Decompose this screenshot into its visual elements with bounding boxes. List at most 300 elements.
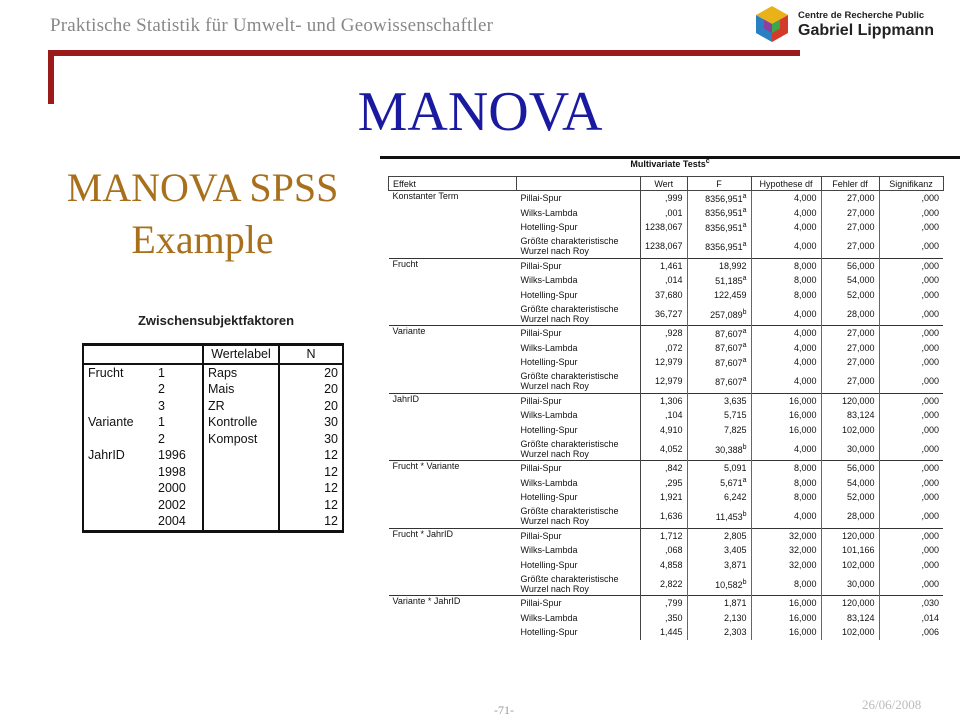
hypothese-df-cell: 32,000 bbox=[751, 543, 821, 558]
wert-cell: 1,921 bbox=[641, 490, 688, 505]
table-row bbox=[389, 596, 944, 611]
signifikanz-cell: ,000 bbox=[879, 370, 943, 394]
f-value: 2,805 bbox=[724, 530, 747, 541]
hypothese-df-cell: 8,000 bbox=[751, 476, 821, 491]
wert-cell: ,068 bbox=[641, 543, 688, 558]
column-header-wert: Wert bbox=[641, 177, 688, 191]
level-cell: 1 bbox=[158, 365, 165, 380]
table-row bbox=[83, 364, 343, 382]
test-statistic-cell bbox=[517, 355, 641, 370]
fehler-df-cell: 52,000 bbox=[821, 288, 879, 303]
column-header-f: F bbox=[687, 177, 751, 191]
label-cell bbox=[203, 513, 279, 531]
test-statistic-cell bbox=[517, 235, 641, 259]
footnote-mark: a bbox=[742, 356, 747, 364]
test-name-line2: Wurzel nach Roy bbox=[520, 246, 589, 256]
f-cell bbox=[687, 596, 751, 611]
table-header-empty bbox=[154, 345, 203, 364]
f-value: 5,091 bbox=[724, 463, 747, 474]
n-cell: 12 bbox=[279, 513, 343, 531]
factor-cell bbox=[83, 513, 154, 531]
fehler-df-cell: 27,000 bbox=[821, 220, 879, 235]
signifikanz-cell: ,000 bbox=[879, 572, 943, 596]
fehler-df-cell: 54,000 bbox=[821, 273, 879, 288]
wert-cell: ,928 bbox=[641, 326, 688, 341]
fehler-df-cell: 52,000 bbox=[821, 490, 879, 505]
table-row bbox=[83, 480, 343, 497]
wert-cell: ,104 bbox=[641, 408, 688, 423]
column-header-signifikanz: Signifikanz bbox=[879, 177, 943, 191]
wert-cell: 1238,067 bbox=[641, 220, 688, 235]
test-statistic-cell bbox=[517, 490, 641, 505]
label-cell: Raps bbox=[203, 364, 279, 382]
n-cell: 12 bbox=[279, 497, 343, 514]
signifikanz-cell: ,000 bbox=[879, 408, 943, 423]
wert-cell: ,842 bbox=[641, 461, 688, 476]
test-statistic-cell bbox=[517, 341, 641, 356]
test-name: Hotelling-Spur bbox=[520, 627, 578, 638]
signifikanz-cell: ,000 bbox=[879, 437, 943, 461]
hypothese-df-cell: 32,000 bbox=[751, 528, 821, 543]
title-text: Multivariate Tests bbox=[630, 159, 706, 169]
f-value: 8356,951 bbox=[705, 242, 743, 252]
test-name: Größte charakteristische bbox=[520, 506, 619, 516]
f-value: 3,405 bbox=[724, 545, 747, 556]
f-value: 51,185 bbox=[715, 275, 743, 286]
wert-cell: 2,822 bbox=[641, 572, 688, 596]
wert-cell: 12,979 bbox=[641, 355, 688, 370]
f-value: 122,459 bbox=[714, 289, 747, 300]
factor-cell: Variante bbox=[83, 414, 154, 431]
f-cell bbox=[687, 206, 751, 221]
factor-cell bbox=[83, 431, 154, 448]
fehler-df-cell: 27,000 bbox=[821, 355, 879, 370]
footer-page-number: -71- bbox=[494, 703, 514, 717]
signifikanz-cell: ,000 bbox=[879, 543, 943, 558]
wert-cell: 1238,067 bbox=[641, 235, 688, 259]
test-name: Pillai-Spur bbox=[520, 598, 562, 609]
signifikanz-cell: ,000 bbox=[879, 558, 943, 573]
signifikanz-cell: ,000 bbox=[879, 341, 943, 356]
wert-cell: 4,910 bbox=[641, 423, 688, 438]
test-name: Wilks-Lambda bbox=[520, 275, 578, 286]
factor-cell bbox=[83, 497, 154, 514]
n-cell: 12 bbox=[279, 480, 343, 497]
level-cell: 2 bbox=[158, 431, 165, 446]
f-cell bbox=[687, 393, 751, 408]
test-name-line2: Wurzel nach Roy bbox=[520, 516, 589, 526]
test-statistic-cell bbox=[517, 572, 641, 596]
fehler-df-cell: 120,000 bbox=[821, 596, 879, 611]
f-cell bbox=[687, 288, 751, 303]
f-cell bbox=[687, 326, 751, 341]
fehler-df-cell: 27,000 bbox=[821, 235, 879, 259]
test-name: Wilks-Lambda bbox=[520, 612, 578, 623]
hypothese-df-cell: 8,000 bbox=[751, 461, 821, 476]
footnote-mark: a bbox=[742, 241, 747, 248]
multivariate-tests-panel bbox=[380, 152, 960, 672]
n-cell: 12 bbox=[279, 464, 343, 481]
signifikanz-cell: ,000 bbox=[879, 220, 943, 235]
signifikanz-cell: ,000 bbox=[879, 273, 943, 288]
cube-logo-icon bbox=[752, 4, 792, 44]
label-cell bbox=[203, 464, 279, 481]
f-cell bbox=[687, 408, 751, 423]
hypothese-df-cell: 8,000 bbox=[751, 572, 821, 596]
hypothese-df-cell: 16,000 bbox=[751, 596, 821, 611]
wert-cell: ,001 bbox=[641, 206, 688, 221]
footer-date: 26/06/2008 bbox=[862, 697, 922, 712]
fehler-df-cell: 120,000 bbox=[821, 528, 879, 543]
test-name: Hotelling-Spur bbox=[520, 289, 578, 300]
hypothese-df-cell: 4,000 bbox=[751, 437, 821, 461]
table-row bbox=[389, 393, 944, 408]
column-header-test bbox=[517, 177, 641, 191]
test-name: Pillai-Spur bbox=[520, 328, 562, 339]
label-cell: Kontrolle bbox=[203, 414, 279, 431]
table-row bbox=[83, 464, 343, 481]
f-cell bbox=[687, 341, 751, 356]
wert-cell: ,350 bbox=[641, 611, 688, 626]
hypothese-df-cell: 4,000 bbox=[751, 370, 821, 394]
table-row bbox=[83, 381, 343, 398]
hypothese-df-cell: 16,000 bbox=[751, 625, 821, 640]
test-statistic-cell bbox=[517, 558, 641, 573]
f-value: 2,130 bbox=[724, 612, 747, 623]
f-cell bbox=[687, 625, 751, 640]
f-value: 87,607 bbox=[715, 357, 743, 368]
f-cell bbox=[687, 611, 751, 626]
column-header-effekt: Effekt bbox=[389, 177, 517, 191]
wert-cell: ,295 bbox=[641, 476, 688, 491]
signifikanz-cell: ,000 bbox=[879, 326, 943, 341]
fehler-df-cell: 83,124 bbox=[821, 611, 879, 626]
footnote-mark: a bbox=[742, 477, 747, 485]
test-statistic-cell bbox=[517, 596, 641, 611]
hypothese-df-cell: 8,000 bbox=[751, 288, 821, 303]
column-header-hypothese-df: Hypothese df bbox=[751, 177, 821, 191]
f-cell bbox=[687, 191, 751, 206]
institution-logo bbox=[752, 4, 952, 44]
test-name: Größte charakteristische bbox=[520, 371, 619, 381]
factor-cell bbox=[83, 381, 154, 398]
signifikanz-cell: ,000 bbox=[879, 505, 943, 529]
fehler-df-cell: 27,000 bbox=[821, 206, 879, 221]
wert-cell: 37,680 bbox=[641, 288, 688, 303]
f-value: 18,992 bbox=[719, 260, 747, 271]
test-statistic-cell bbox=[517, 258, 641, 273]
factor-cell bbox=[83, 398, 154, 415]
signifikanz-cell: ,000 bbox=[879, 235, 943, 259]
wert-cell: 1,306 bbox=[641, 393, 688, 408]
factor-cell: JahrID bbox=[83, 447, 154, 464]
n-cell: 20 bbox=[279, 381, 343, 398]
test-statistic-cell bbox=[517, 408, 641, 423]
footnote-mark: b bbox=[742, 511, 747, 518]
test-name-line2: Wurzel nach Roy bbox=[520, 313, 589, 324]
label-cell bbox=[203, 497, 279, 514]
slide-title: MANOVA bbox=[357, 81, 603, 143]
wert-cell: 4,052 bbox=[641, 437, 688, 461]
f-value: 87,607 bbox=[715, 328, 743, 339]
test-statistic-cell bbox=[517, 611, 641, 626]
fehler-df-cell: 102,000 bbox=[821, 423, 879, 438]
f-value: 1,871 bbox=[724, 598, 747, 609]
footnote-mark: a bbox=[742, 192, 747, 200]
test-name: Wilks-Lambda bbox=[520, 342, 578, 353]
f-cell bbox=[687, 423, 751, 438]
footnote-mark: a bbox=[742, 376, 747, 383]
signifikanz-cell: ,000 bbox=[879, 476, 943, 491]
f-cell bbox=[687, 572, 751, 596]
f-value: 8356,951 bbox=[705, 193, 743, 204]
hypothese-df-cell: 8,000 bbox=[751, 258, 821, 273]
fehler-df-cell: 30,000 bbox=[821, 572, 879, 596]
test-statistic-cell bbox=[517, 476, 641, 491]
table-row bbox=[83, 414, 343, 431]
wert-cell: ,999 bbox=[641, 191, 688, 206]
hypothese-df-cell: 16,000 bbox=[751, 393, 821, 408]
f-value: 257,089 bbox=[710, 309, 743, 320]
wert-cell: 36,727 bbox=[641, 302, 688, 326]
table-row bbox=[83, 431, 343, 448]
table-row bbox=[389, 326, 944, 341]
fehler-df-cell: 27,000 bbox=[821, 370, 879, 394]
hypothese-df-cell: 16,000 bbox=[751, 611, 821, 626]
fehler-df-cell: 28,000 bbox=[821, 505, 879, 529]
level-cell: 2 bbox=[158, 382, 165, 396]
test-statistic-cell bbox=[517, 206, 641, 221]
test-statistic-cell bbox=[517, 505, 641, 529]
table-row bbox=[389, 461, 944, 476]
fehler-df-cell: 30,000 bbox=[821, 437, 879, 461]
signifikanz-cell: ,000 bbox=[879, 423, 943, 438]
test-name: Hotelling-Spur bbox=[520, 357, 578, 368]
f-value: 6,242 bbox=[724, 492, 747, 503]
signifikanz-cell: ,000 bbox=[879, 461, 943, 476]
column-header-fehler-df: Fehler df bbox=[821, 177, 879, 191]
f-value: 2,303 bbox=[724, 627, 747, 638]
test-name: Pillai-Spur bbox=[520, 260, 562, 271]
f-value: 3,871 bbox=[724, 559, 747, 570]
effect-cell: Konstanter Term bbox=[389, 191, 517, 259]
level-cell: 2004 bbox=[154, 513, 203, 531]
fehler-df-cell: 83,124 bbox=[821, 408, 879, 423]
logo-text-line1: Centre de Recherche Public bbox=[798, 10, 925, 21]
f-value: 11,453 bbox=[715, 512, 743, 522]
n-cell: 30 bbox=[279, 414, 343, 431]
fehler-df-cell: 120,000 bbox=[821, 393, 879, 408]
f-cell bbox=[687, 258, 751, 273]
wert-cell: 12,979 bbox=[641, 370, 688, 394]
fehler-df-cell: 56,000 bbox=[821, 461, 879, 476]
level-cell: 2002 bbox=[158, 497, 186, 512]
footnote-mark: a bbox=[742, 274, 747, 282]
effect-cell: Frucht bbox=[389, 258, 517, 326]
test-name: Größte charakteristische bbox=[520, 573, 619, 584]
wert-cell: 1,445 bbox=[641, 625, 688, 640]
n-cell: 12 bbox=[279, 447, 343, 464]
fehler-df-cell: 28,000 bbox=[821, 302, 879, 326]
signifikanz-cell: ,000 bbox=[879, 393, 943, 408]
hypothese-df-cell: 4,000 bbox=[751, 191, 821, 206]
test-statistic-cell bbox=[517, 288, 641, 303]
wert-cell: 1,712 bbox=[641, 528, 688, 543]
table-row bbox=[389, 191, 944, 206]
test-name: Pillai-Spur bbox=[520, 530, 562, 541]
test-name: Pillai-Spur bbox=[520, 193, 562, 204]
test-statistic-cell bbox=[517, 393, 641, 408]
n-cell: 20 bbox=[279, 364, 343, 382]
f-cell bbox=[687, 476, 751, 491]
label-cell bbox=[203, 447, 279, 464]
table-header-wertelabel: Wertelabel bbox=[203, 345, 279, 364]
hypothese-df-cell: 4,000 bbox=[751, 235, 821, 259]
fehler-df-cell: 27,000 bbox=[821, 341, 879, 356]
effect-cell: JahrID bbox=[389, 393, 517, 461]
f-cell bbox=[687, 235, 751, 259]
hypothese-df-cell: 16,000 bbox=[751, 423, 821, 438]
n-cell: 20 bbox=[279, 398, 343, 415]
test-name: Wilks-Lambda bbox=[520, 410, 578, 421]
wert-cell: 1,461 bbox=[641, 258, 688, 273]
f-value: 8356,951 bbox=[705, 222, 743, 233]
footnote-mark: b bbox=[742, 308, 747, 316]
test-name-line2: Wurzel nach Roy bbox=[520, 381, 589, 391]
factor-cell bbox=[83, 480, 154, 497]
hypothese-df-cell: 8,000 bbox=[751, 273, 821, 288]
test-name: Wilks-Lambda bbox=[520, 207, 578, 218]
test-statistic-cell bbox=[517, 528, 641, 543]
label-cell: Kompost bbox=[203, 431, 279, 448]
footnote-mark: a bbox=[742, 327, 747, 335]
f-cell bbox=[687, 543, 751, 558]
test-statistic-cell bbox=[517, 423, 641, 438]
effect-cell: Frucht * Variante bbox=[389, 461, 517, 529]
f-cell bbox=[687, 528, 751, 543]
f-value: 87,607 bbox=[715, 377, 743, 387]
hypothese-df-cell: 4,000 bbox=[751, 302, 821, 326]
multivariate-tests-table bbox=[388, 176, 944, 640]
logo-text-line2: Gabriel Lippmann bbox=[798, 22, 935, 39]
f-value: 10,582 bbox=[715, 579, 743, 590]
f-value: 5,715 bbox=[724, 410, 747, 421]
f-cell bbox=[687, 490, 751, 505]
footnote-mark: a bbox=[742, 342, 747, 350]
level-cell: 3 bbox=[158, 398, 165, 413]
signifikanz-cell: ,000 bbox=[879, 191, 943, 206]
test-statistic-cell bbox=[517, 326, 641, 341]
hypothese-df-cell: 32,000 bbox=[751, 558, 821, 573]
fehler-df-cell: 102,000 bbox=[821, 625, 879, 640]
footnote-mark: b bbox=[742, 443, 747, 451]
f-value: 5,671 bbox=[720, 478, 743, 489]
test-statistic-cell bbox=[517, 273, 641, 288]
fehler-df-cell: 102,000 bbox=[821, 558, 879, 573]
effect-cell: Frucht * JahrID bbox=[389, 528, 517, 596]
table-row bbox=[83, 497, 343, 514]
factor-cell: Frucht bbox=[83, 364, 154, 382]
hypothese-df-cell: 16,000 bbox=[751, 408, 821, 423]
signifikanz-cell: ,006 bbox=[879, 625, 943, 640]
wert-cell: 4,858 bbox=[641, 558, 688, 573]
test-statistic-cell bbox=[517, 461, 641, 476]
fehler-df-cell: 27,000 bbox=[821, 326, 879, 341]
hypothese-df-cell: 4,000 bbox=[751, 206, 821, 221]
f-value: 7,825 bbox=[724, 424, 747, 435]
test-name: Wilks-Lambda bbox=[520, 477, 578, 488]
test-name-line2: Wurzel nach Roy bbox=[520, 448, 589, 459]
f-cell bbox=[687, 220, 751, 235]
wert-cell: ,799 bbox=[641, 596, 688, 611]
signifikanz-cell: ,030 bbox=[879, 596, 943, 611]
wert-cell: ,072 bbox=[641, 341, 688, 356]
f-cell bbox=[687, 461, 751, 476]
test-name-line2: Wurzel nach Roy bbox=[520, 583, 589, 594]
table-row bbox=[389, 528, 944, 543]
subtitle-line-1: MANOVA SPSS bbox=[66, 165, 339, 210]
test-statistic-cell bbox=[517, 220, 641, 235]
test-statistic-cell bbox=[517, 437, 641, 461]
hypothese-df-cell: 4,000 bbox=[751, 326, 821, 341]
test-name: Pillai-Spur bbox=[520, 395, 562, 406]
label-cell: Mais bbox=[203, 381, 279, 398]
test-name: Größte charakteristische bbox=[520, 438, 619, 449]
test-name: Wilks-Lambda bbox=[520, 545, 578, 556]
test-name: Hotelling-Spur bbox=[520, 492, 578, 503]
level-cell: 1998 bbox=[158, 464, 186, 479]
title-footnote-mark: c bbox=[705, 158, 710, 165]
table-row bbox=[83, 398, 343, 415]
table-row bbox=[83, 447, 343, 464]
test-name: Pillai-Spur bbox=[520, 463, 562, 474]
signifikanz-cell: ,000 bbox=[879, 490, 943, 505]
signifikanz-cell: ,000 bbox=[879, 206, 943, 221]
f-cell bbox=[687, 302, 751, 326]
signifikanz-cell: ,000 bbox=[879, 528, 943, 543]
signifikanz-cell: ,000 bbox=[879, 288, 943, 303]
multivariate-tests-title bbox=[380, 158, 960, 169]
table-row bbox=[83, 513, 343, 531]
test-name: Größte charakteristische bbox=[520, 236, 619, 246]
label-cell: ZR bbox=[203, 398, 279, 415]
fehler-df-cell: 101,166 bbox=[821, 543, 879, 558]
f-cell bbox=[687, 273, 751, 288]
level-cell: 2000 bbox=[158, 481, 186, 495]
table-header-n: N bbox=[279, 345, 343, 364]
test-name: Hotelling-Spur bbox=[520, 424, 578, 435]
f-value: 3,635 bbox=[724, 395, 747, 406]
footnote-mark: a bbox=[742, 207, 747, 215]
factor-cell bbox=[83, 464, 154, 481]
test-statistic-cell bbox=[517, 625, 641, 640]
f-cell bbox=[687, 505, 751, 529]
test-statistic-cell bbox=[517, 370, 641, 394]
wert-cell: ,014 bbox=[641, 273, 688, 288]
wert-cell: 1,636 bbox=[641, 505, 688, 529]
signifikanz-cell: ,000 bbox=[879, 302, 943, 326]
hypothese-df-cell: 4,000 bbox=[751, 505, 821, 529]
test-statistic-cell bbox=[517, 543, 641, 558]
hypothese-df-cell: 4,000 bbox=[751, 220, 821, 235]
f-value: 8356,951 bbox=[705, 208, 743, 219]
test-name: Hotelling-Spur bbox=[520, 222, 578, 233]
course-title: Praktische Statistik für Umwelt- und Geowissenschaftler bbox=[50, 15, 494, 36]
f-cell bbox=[687, 370, 751, 394]
f-value: 30,388 bbox=[715, 444, 743, 455]
test-name: Hotelling-Spur bbox=[520, 559, 578, 570]
accent-bar-horizontal bbox=[48, 50, 800, 56]
